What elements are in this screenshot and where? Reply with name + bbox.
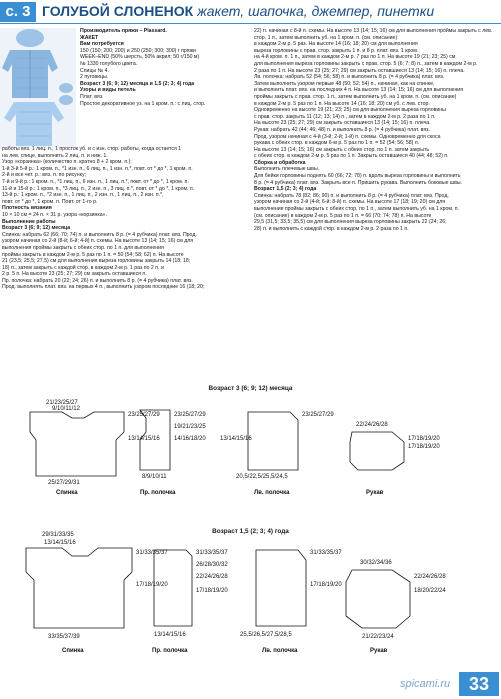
intro-line: Вам потребуется — [80, 41, 124, 48]
g2-spinka-neck: 13/14/15/16 — [44, 540, 76, 546]
intro-line: № 1330 голубого цвета. — [80, 60, 138, 67]
g2-spinka-top: 29/31/33/35 — [42, 532, 74, 538]
right-line: и выполнить плат. вяз. на последних 4 п. На высоте 13 (14; 15; 16) см для выполнения — [254, 87, 464, 94]
g1-spinka-caption: Спинка — [56, 490, 78, 496]
left-line: 10 × 10 см = 24 п. × 31 р. узора «корзинка». — [2, 211, 107, 218]
right-line: 28) п. и выполнить с каждой стор. в каждом 2-м р. 2 раза по 1 п. — [254, 225, 409, 232]
page-header — [0, 0, 501, 24]
intro-line: WEEK–END (50% шерсть, 50% акрил; 50 г/150 м) — [80, 54, 200, 61]
g1-lv-bottom: 20,5/22,5/25,5/24,5 — [236, 474, 288, 480]
intro-line: Простое декоративное уз. на 1 кром. п.: с лиц. стор. — [80, 100, 206, 107]
g2-pr-h2: 26/28/30/32 — [196, 562, 228, 568]
left-line: 2-й и все чет. р.: вяз. п. по рисунку; — [2, 172, 87, 179]
g1-spinka-top: 21/23/25/27 — [46, 400, 78, 406]
g1-rukav-side: 17/18/19/20 — [408, 436, 440, 442]
intro-line: Плат. вяз. — [80, 93, 104, 100]
right-line: выполнения проймы закрыть с обеих стор. по 1 п., затем выполнить уб. на 1 кром. п. — [254, 206, 460, 213]
left-line: Спинка: набрать 62 (66; 70; 74) п. и выполнить 8 р. (= 4 рубчика) плат. вяз. Прод. — [2, 231, 197, 238]
left-line: Возраст 3 (6; 9; 12) месяца — [2, 225, 71, 232]
section-badge: с. 3 — [0, 2, 36, 22]
right-column-text — [254, 28, 498, 232]
page-number: 33 — [459, 672, 499, 696]
g2-lv-shape — [256, 550, 306, 626]
photo-illustration — [0, 28, 76, 148]
g2-spinka-caption: Спинка — [62, 648, 84, 654]
g1-rukav-bottom: 17/18/19/20 — [408, 444, 440, 450]
right-line: проймы закрыть с прав. стор. 1 п., затем выполнить уб. на 1 кром. п. (см. описание) — [254, 93, 457, 100]
g1-lv-h1: 23/25/27/29 — [302, 412, 334, 418]
left-column-text — [2, 146, 247, 291]
left-line: узором начиная со 2-й (8-й; 6-й; 4-й) п. схемы. На высоте 13 (14; 15; 16) см для — [2, 238, 194, 245]
right-line: 29,5 (31,5; 33,5; 35,5) см для выполнения выреза горловины закрыть 22 (24; 26; — [254, 219, 447, 226]
left-line: проймы закрыть в каждом 2-м р. 5 раз по 1 п. = 50 (54; 58; 62) п. На высоте — [2, 251, 184, 258]
g2-spinka-armhole: 17/18/19/20 — [136, 582, 168, 588]
left-line: 13-й р.: 1 кром. п., *2 изн. п., 1 лиц. п., 2 изн. п., 1 лиц. п., 2 изн. п.*, — [2, 192, 164, 199]
g2-rukav-top: 30/32/34/36 — [360, 560, 392, 566]
g2-pr-h1: 31/33/35/37 — [196, 550, 228, 556]
left-line: 1-й 3-й 5-й р.: 1 кром. п., *1 изн. п., 6 лиц. п., 1 изн. п.*, повт. от * до *, 1 кром. п. — [2, 165, 193, 172]
intro-line: Производитель пряжи – Plassard. — [80, 28, 167, 34]
left-line: повт. от * до *, 1 кром. п. Повт. от 1-го р. — [2, 198, 98, 205]
right-line: 2 раза по 1 п. На высоте 23 (25; 27; 29) см закрыть оставшиеся 13 (14; 15; 16) п. плеча. — [254, 67, 465, 74]
title-subtitle: жакет, шапочка, джемпер, пинетки — [197, 3, 435, 19]
g1-pr-h2: 19/21/23/25 — [174, 424, 206, 430]
left-line: Выполнение работы — [2, 218, 56, 225]
g2-pr-h3: 22/24/26/28 — [196, 574, 228, 580]
right-line: Одновременно на высоте 19 (21; 23; 25) см для выполнения выреза горловины — [254, 107, 446, 114]
left-line: 18) п., затем закрыть с каждой стор. в каждом 2-м р. 1 раз по 2 п. и — [2, 264, 164, 271]
g1-lv-armhole: 13/14/15/16 — [220, 436, 252, 442]
right-line: в каждом 2-м р. 5 раз по 1 п. На высоте 14 (16; 18; 20) см уб. с лев. стор. — [254, 100, 430, 107]
g1-lv-caption: Лв. полочка — [254, 490, 290, 496]
right-line: с прав. стор. закрыть 11 (12; 13; 14) п., затем в каждом 2-м р. 2 раза по 1 п. — [254, 113, 436, 120]
right-line: Сборка и обработка — [254, 159, 306, 166]
right-line: с обеих стор. в каждом 2-м р. 5 раз по 1 п. Закрыть оставшиеся 40 (44; 48; 52) п. — [254, 153, 449, 160]
right-line: На высоте 23 (25; 27; 29) см закрыть оставшиеся 13 (14; 15; 16) п. плеча. — [254, 120, 431, 127]
g2-pr-bottom: 13/14/15/16 — [154, 632, 186, 638]
g1-rukav-shape — [350, 432, 404, 470]
intro-line: 150 (150; 200; 200) и 250 (250; 300; 300) г пряжи — [80, 47, 196, 54]
right-line: На высоте 13 (14; 15; 16) см закрыть с обеих стор. по 1 п. затем закрыть — [254, 146, 430, 153]
g1-spinka-neck: 9/10/11/12 — [52, 406, 80, 412]
g1-rukav-caption: Рукав — [366, 490, 384, 496]
left-line: Прод. выполнять плат. вяз. на первых 4 п., выполнить узором последние 16 (18; 20; — [2, 284, 205, 291]
g2-lv-bottom: 25,5/26,5/27,5/28,5 — [240, 632, 292, 638]
g2-lv-caption: Лв. полочка — [262, 648, 298, 654]
g2-lv-h1: 31/33/35/37 — [310, 550, 342, 556]
right-line: Спинка: набрать 78 (82; 86; 90) п. и выполнить 8 р. (= 4 рубчика) плат. вяз. Прод. — [254, 192, 449, 199]
g1-spinka-sidetop: 23/25/27/29 — [128, 412, 160, 418]
g1-pr-h1: 23/25/27/29 — [174, 412, 206, 418]
g1-pr-caption: Пр. полочка — [140, 490, 176, 496]
g1-spinka-bottom: 25/27/29/31 — [48, 480, 80, 486]
g2-pr-shape — [154, 550, 192, 626]
left-line: Пр. полочка: набрать 20 (22; 24; 26) п. и выполнить 8 р. (= 4 рубчика) плат. вяз. — [2, 277, 193, 284]
intro-line: Возраст 3 (6; 9; 12) месяца и 1,5 (2; 3; 4) года — [80, 80, 195, 87]
right-line: Прод. узором начиная с 4-й (3-й; 2-й; 1-й) п. схемы. Одновременно для скоса — [254, 133, 441, 140]
left-line: выполнения проймы закрыть с обеих стор. по 1 п. для выполнения — [2, 244, 164, 251]
right-line: Возраст 1,5 (2; 3; 4) года — [254, 186, 317, 193]
g2-rukav-bottom: 21/22/23/24 — [362, 634, 394, 640]
g1-spinka-shape — [30, 412, 124, 476]
g2-pr-armhole: 17/18/19/20 — [196, 588, 228, 594]
g1-pr-h3: 14/16/18/20 — [174, 436, 206, 442]
left-line: работы вяз. 1 лиц. п., 1 просток уб. и с изн. стор. работы, когда остается 1 — [2, 146, 182, 152]
right-line: узором начиная со 2-й (4-й; 6-й; 8-й) п. схемы. На высоте 17 (18; 19; 20) см для — [254, 199, 446, 206]
right-line: Выполнить плечевые швы. — [254, 166, 320, 173]
left-line: 7-й и 9-й р.: 1 кром. п., *1 лиц. п., 6 изн. п., 1 лиц. п.*, повт. от * до *, 1 кром. п. — [2, 178, 189, 185]
g2-spinka-sidetop: 31/33/35/37 — [136, 550, 168, 556]
right-line: 8 р. (= 4 рубчика) плат. вяз. Закрыть все п. Пришить рукава. Выполнить боковые швы. — [254, 179, 463, 186]
right-line: Для бейки горловины поднять 60 (66; 72; 78) п. вдоль выреза горловины и выполнить — [254, 173, 461, 180]
right-line: на 4-й кром. п. 1 п., затем в каждом 2-м р. 7 раз по 1 п. На высоте 19 (21; 23; 25) см — [254, 54, 456, 61]
g2-spinka-shape — [26, 548, 132, 628]
left-line: Узор «корзинка» (количество п. кратно 8 + 2 кром. п.): — [2, 159, 132, 166]
left-line: 11-й и 15-й р.: 1 кром. п., *3 лиц. п., 2 изн. п., 3 лиц. п.*, повт. от * до *, 1 кром. п. — [2, 185, 195, 192]
site-watermark: spicami.ru — [400, 678, 451, 690]
product-photo — [0, 28, 76, 148]
title-main: ГОЛУБОЙ СЛОНЕНОК — [42, 3, 194, 19]
g2-rukav-shape — [346, 570, 410, 628]
g1-lv-shape — [248, 412, 298, 470]
right-line: Лв. полочка: набрать 52 (54; 56; 58) п. и выполнить 8 р. (= 4 рубчика) плат. вяз. — [254, 74, 445, 81]
right-line: Затем выполнить узором первые 48 (50; 52; 54) п., начиная, как на спинке, — [254, 80, 435, 87]
diagram-group-1-title: Возраст 3 (6; 9; 12) месяца — [208, 385, 293, 392]
right-line: (см. описание) в каждом 2-м р. 5 раз по 1 п. = 66 (70; 74; 78) п. На высоте — [254, 212, 432, 219]
intro-line: Узоры и виды петель — [80, 87, 136, 94]
diagram-group-2-title: Возраст 1,5 (2; 3; 4) года — [212, 528, 289, 535]
intro-line: ЖАКЕТ — [80, 34, 99, 41]
header-divider — [0, 23, 501, 24]
g2-rukav-caption: Рукав — [370, 648, 388, 654]
g1-spinka-armhole: 13/14/15/16 — [128, 436, 160, 442]
g2-rukav-side: 18/20/22/24 — [414, 588, 446, 594]
right-line: выреза горловины с прав. стор. закрыть 1 п. и 8 р. плат. вяз. 1 кром. — [254, 47, 419, 54]
left-line: Плотность вязания — [2, 205, 52, 212]
g1-rukav-top: 22/24/26/28 — [356, 422, 388, 428]
right-line: для выполнения выреза горловины закрыть с прав. стор. 5 (6; 7; 8) п., затем в каждом 2-м р. — [254, 60, 478, 67]
page-title — [42, 3, 434, 19]
left-line: на лев. спице, выполнить 2 лиц. п. и ниж. 1. — [2, 152, 108, 159]
intro-line: Спицы № 4. — [80, 67, 109, 74]
g2-pr-caption: Пр. полочка — [152, 648, 188, 654]
g2-lv-armhole: 17/18/19/20 — [310, 582, 342, 588]
g2-spinka-bottom: 33/35/37/39 — [48, 634, 80, 640]
left-line: 2 р. 5 п. На высоте 23 (25; 27; 29) см закрыть оставшиеся п. — [2, 271, 147, 278]
intro-line: 2 пуговицы. — [80, 74, 109, 81]
g2-rukav-h2: 22/24/26/28 — [414, 574, 446, 580]
right-line: рукава с обеих стор. в каждом 6-м р. 5 раз по 1 п. = 52 (54; 56; 58) п. — [254, 140, 420, 147]
left-line: 21 (23,5; 25,5; 27,5) см для выполнения выреза горловины закрыть 14 (18; 18; — [2, 258, 191, 265]
right-line: в каждом 2-м р. 5 раз. На высоте 14 (16; 18; 20) см для выполнения — [254, 41, 418, 48]
right-line: Рукав: набрать 42 (44; 46; 48) п. и выполнить 8 р. (= 4 рубчика) плат. вяз. — [254, 126, 430, 133]
g1-pr-bottom: 8/9/10/11 — [142, 474, 167, 480]
pattern-diagrams — [0, 396, 501, 686]
right-line: 22) п. начиная с 8-й п. схемы. На высоте 13 (14; 15; 16) см для выполнения проймы закрыть с лев. стор. 1 п., затем выполнить уб. на 1 кром. п. (см. описание) — [254, 28, 493, 41]
intro-text — [80, 28, 246, 107]
